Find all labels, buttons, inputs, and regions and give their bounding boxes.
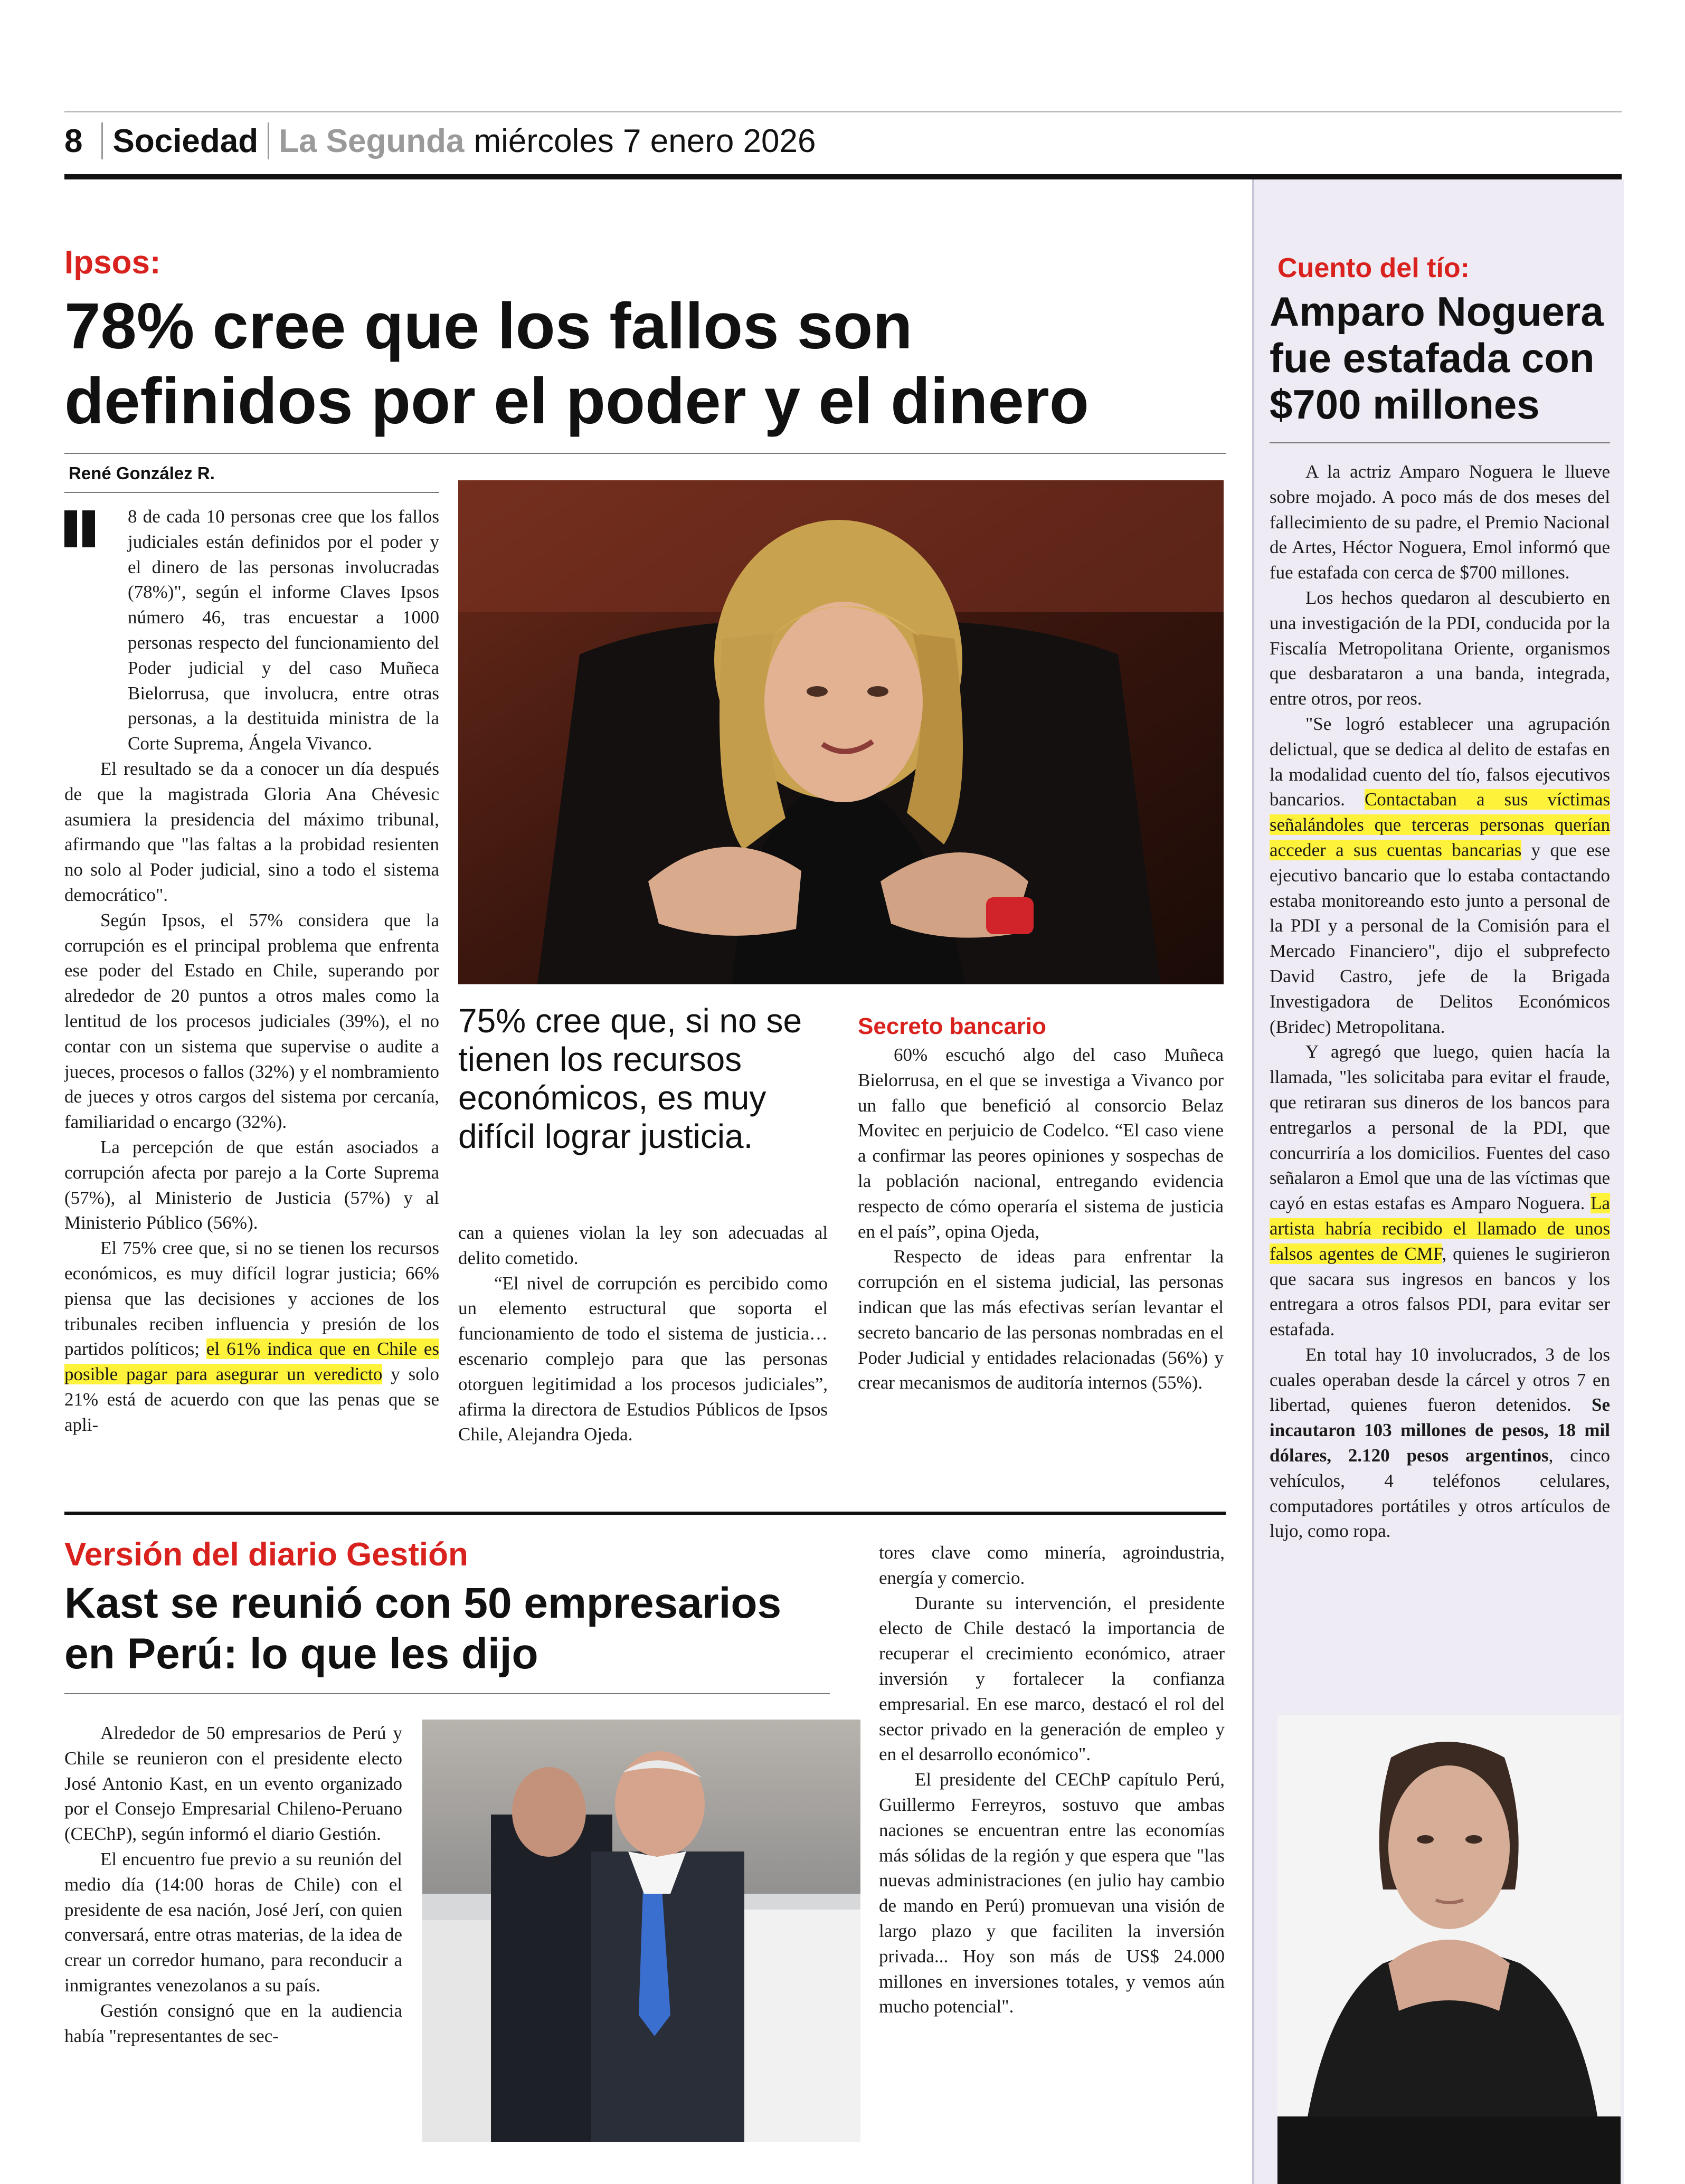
main-kicker: Ipsos: bbox=[64, 244, 161, 281]
main-p3: Según Ipsos, el 57% considera que la corrupción es el principal problema que enfrenta ese poder del Estado en Chile, superando por alrededor de 20 puntos a otros males como la lentitud de los procesos judiciales (39%), el no contar con un sistema que supervise o audite a jueces, procesos o fallos (32%) y el nombramiento de jueces y otros cargos del sistema por cercanía, familiaridad o encargo (32%). bbox=[64, 909, 439, 1133]
headline-rule bbox=[64, 453, 1226, 454]
main-col3-p1: 60% escuchó algo del caso Muñeca Bielorrusa, en el que se investiga a Vivanco por un fallo que benefició al consorcio Belaz Movitec en perjuicio de Codelco. “El caso viene a confirmar las peores opiniones y sospechas de la población nacional, entregando evidencia respecto de cómo operaría el sistema de justicia en el país”, opina Ojeda, bbox=[858, 1044, 1224, 1242]
quote-mark-icon bbox=[64, 510, 97, 547]
sidebar-p4: Y agregó que luego, quien hacía la llamada, "les solicitaba para evitar el fraude, que retiraran sus dineros de los bancos para entregarlos a personal de la PDI, que concurriría a los domicilios. Fuentes del caso señalaron a Emol que una de las víctimas que cayó en estas estafas es Amparo Noguera. La artista habría recibido el llamado de unos falsos agentes de CMF, quienes le sugirieron que sacara sus ingresos en bancos y los entregara a otros falsos PDI, para evitar ser estafada. bbox=[1270, 1041, 1610, 1340]
second-headline-rule bbox=[64, 1693, 830, 1694]
sidebar-headline-line1: Amparo Noguera bbox=[1270, 288, 1604, 335]
main-col2-p1: can a quienes violan la ley son adecuadas al delito cometido. bbox=[458, 1222, 828, 1268]
main-p2: El resultado se da a conocer un día después de que la magistrada Gloria Ana Chévesic asumiera la presidencia del máximo tribunal, afirmando que "las faltas a la probidad resienten no solo al Poder judicial, sino a todo el sistema democrático". bbox=[64, 758, 439, 905]
second-kicker: Versión del diario Gestión bbox=[64, 1536, 468, 1573]
main-col-2 bbox=[458, 1220, 828, 1447]
bold-text: Se incautaron 103 millones de pesos, 18 mil dólares, 2.120 pesos argentinos bbox=[1270, 1394, 1610, 1466]
article-divider bbox=[64, 1512, 1226, 1515]
sidebar-headline-line3: $700 millones bbox=[1270, 381, 1540, 428]
main-p4: La percepción de que están asociados a corrupción afecta por parejo a la Corte Suprema (57%), al Ministerio de Justicia (57%) y al Ministerio Público (56%). bbox=[64, 1136, 439, 1233]
second-photo bbox=[422, 1720, 860, 2142]
meeting-photo-image bbox=[422, 1720, 860, 2142]
header-rule bbox=[64, 174, 1622, 179]
second-col1-p2: El encuentro fue previo a su reunión del medio día (14:00 horas de Chile) con el presidente de esa nación, José Jerí, con quien conversará, entre otras materias, de la idea de crear un corredor humano, para reconducir a inmigrantes venezolanos a su país. bbox=[64, 1848, 402, 1996]
sidebar-photo bbox=[1277, 1715, 1621, 2184]
main-p1-lead: 8 de cada 10 personas cree que los fallos judiciales están definidos por el poder y el dinero de las personas involucradas (78%)", según el informe Claves Ipsos número 46, tras encuestar a 1000 personas respecto del funcionamiento del Poder judicial y del caso Muñeca Bielorrusa, que involucra, entre otras personas, a la destituida ministra de la Corte Suprema, Ángela Vivanco. bbox=[128, 506, 439, 754]
second-headline-line2: en Perú: lo que les dijo bbox=[64, 1630, 538, 1678]
main-headline-line1: 78% cree que los fallos son bbox=[64, 290, 913, 363]
sidebar-headline bbox=[1270, 288, 1604, 428]
highlight: el 61% indica que en Chile es posible pagar para asegurar un veredicto bbox=[64, 1338, 439, 1385]
sidebar-body bbox=[1270, 459, 1610, 1544]
sidebar-rule bbox=[1270, 442, 1610, 443]
sidebar-p1: A la actriz Amparo Noguera le llueve sobre mojado. A poco más de dos meses del fallecimiento de su padre, el Premio Nacional de Artes, Héctor Noguera, Emol informó que fue estafada con cerca de $700 millones. bbox=[1270, 461, 1610, 583]
sidebar-kicker: Cuento del tío: bbox=[1277, 253, 1470, 283]
second-headline bbox=[64, 1578, 781, 1679]
sidebar-headline-line2: fue estafada con bbox=[1270, 335, 1595, 381]
header-divider bbox=[268, 122, 269, 159]
second-col2-p2: Durante su intervención, el presidente electo de Chile destacó la importancia de recuperar el crecimiento económico, atraer inversión y fortalecer la confianza empresarial. En ese marco, destacó el rol del sector privado en la generación de empleo y en el desarrollo económico". bbox=[879, 1592, 1225, 1765]
byline-rule bbox=[64, 492, 439, 493]
second-col2-p1: tores clave como minería, agroindustria, energía y comercio. bbox=[879, 1542, 1225, 1588]
sidebar-p5: En total hay 10 involucrados, 3 de los cuales operaban desde la cárcel y otros 7 en libertad, quienes fueron detenidos. Se incautaron 103 millones de pesos, 18 mil dólares, 2.120 pesos argentinos, cinco vehículos, 4 teléfonos celulares, computadores portátiles y otros artículos de lujo, como ropa. bbox=[1270, 1344, 1610, 1542]
main-col-3 bbox=[858, 1042, 1224, 1395]
second-col2-p3: El presidente del CEChP capítulo Perú, Guillermo Ferreyros, sostuvo que ambas naciones se encuentran entre las economías más sólidas de la región y que espera que "las nuevas administraciones (en julio hay cambio de mando en Perú) promuevan una visión de largo plazo y que faciliten la inversión privada... Hoy son más de US$ 24.000 millones en inversiones totales, y vemos aún mucho potencial". bbox=[879, 1769, 1225, 2017]
main-headline bbox=[64, 289, 1089, 439]
page-number: 8 bbox=[64, 122, 83, 159]
section-name: Sociedad bbox=[112, 122, 259, 159]
sidebar-p3: "Se logró establecer una agrupación delictual, que se dedica al delito de estafas en la modalidad cuento del tío, falsos ejecutivos bancarios. Contactaban a sus víctimas señalándoles que terceras personas querían acceder a sus cuentas bancarias y que ese ejecutivo bancario que lo estaba contactando estaba monitoreando esto junto a personal de la PDI y a personal de la Comisión para el Mercado Financiero", dijo el subprefecto David Castro, jefe de la Brigada Investigadora de Delitos Económicos (Bridec) Metropolitana. bbox=[1270, 713, 1611, 1037]
sidebar-p2: Los hechos quedaron al descubierto en una investigación de la PDI, conducida por la Fiscalía Metropolitana Oriente, organismos que desbarataron a una banda, integrada, entre otros, por reos. bbox=[1270, 587, 1610, 709]
second-headline-line1: Kast se reunió con 50 empresarios bbox=[64, 1579, 782, 1627]
portrait-actress-image bbox=[1277, 1715, 1621, 2184]
main-col3-p2: Respecto de ideas para enfrentar la corrupción en el sistema judicial, las personas indican que las más efectivas serían levantar el secreto bancario de las personas nombradas en el Poder Judicial y entidades relacionadas (56%) y crear mecanismos de auditoría internos (55%). bbox=[858, 1246, 1224, 1393]
byline: René González R. bbox=[69, 463, 215, 483]
portrait-judge-image bbox=[458, 480, 1224, 984]
main-headline-line2: definidos por el poder y el dinero bbox=[64, 365, 1089, 438]
main-col2-p2: “El nivel de corrupción es percibido como un elemento estructural que soporta el funcionamiento de todo el sistema de justicia… escenario complejo para que las personas otorguen legitimidad a los procesos judiciales”, afirma la directora de Estudios Públicos de Ipsos Chile, Alejandra Ojeda. bbox=[458, 1273, 828, 1445]
issue-date: miércoles 7 enero 2026 bbox=[474, 122, 816, 159]
top-rule bbox=[64, 111, 1622, 112]
subhead: Secreto bancario bbox=[858, 1013, 1047, 1039]
main-photo bbox=[458, 480, 1224, 984]
header-divider bbox=[101, 122, 103, 159]
publication-name: La Segunda bbox=[279, 122, 465, 159]
page-header bbox=[64, 117, 816, 165]
highlight: La artista habría recibido el llamado de unos falsos agentes de CMF bbox=[1270, 1193, 1610, 1264]
main-p5: El 75% cree que, si no se tienen los recursos económicos, es muy difícil lograr justicia; 66% piensa que las decisiones y acciones de los tribunales reciben influencia y presión de los partidos políticos; el 61% indica que en Chile es posible pagar para asegurar un veredicto y solo 21% está de acuerdo con que las penas que se apli- bbox=[64, 1238, 439, 1435]
second-col-1 bbox=[64, 1721, 402, 2048]
second-col-2 bbox=[879, 1540, 1225, 2019]
pull-quote: 75% cree que, si no se tienen los recursos económicos, es muy difícil lograr justicia. bbox=[458, 1002, 802, 1155]
second-col1-p3: Gestión consignó que en la audiencia había "representantes de sec- bbox=[64, 2000, 402, 2046]
main-col-1 bbox=[64, 504, 439, 1437]
highlight: Contactaban a sus víctimas señalándoles que terceras personas querían acceder a sus cuentas bancarias bbox=[1270, 789, 1611, 860]
second-col1-p1: Alrededor de 50 empresarios de Perú y Chile se reunieron con el presidente electo José Antonio Kast, en un evento organizado por el Consejo Empresarial Chileno-Peruano (CEChP), según informó el diario Gestión. bbox=[64, 1723, 402, 1845]
